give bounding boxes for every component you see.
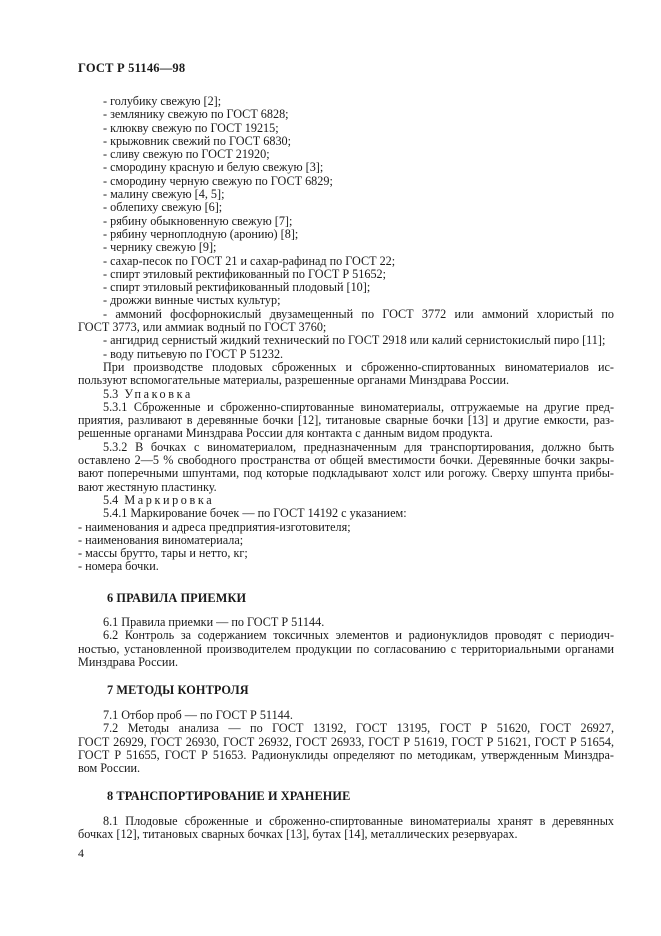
list-item: - воду питьевую по ГОСТ Р 51232. bbox=[103, 346, 284, 361]
paragraph-line: вом России. bbox=[78, 761, 141, 776]
list-item: - чернику свежую [9]; bbox=[103, 240, 217, 255]
paragraph-line: приятия, разливают в деревянные бочки [12], титановые сварные бочки [13] и другие емкости, раз- bbox=[78, 413, 614, 428]
paragraph-line: решенные органами Минздрава России для контакта с данным видом продукта. bbox=[78, 426, 493, 441]
list-item: - смородину черную свежую по ГОСТ 6829; bbox=[103, 173, 333, 188]
subsection-5-4-heading bbox=[78, 494, 614, 507]
page-number: 4 bbox=[78, 846, 84, 860]
list-item: - малину свежую [4, 5]; bbox=[103, 187, 225, 202]
section-7-body bbox=[78, 709, 614, 775]
subsection-title: Маркировка bbox=[124, 492, 215, 507]
list-item: - спирт этиловый ректификованный по ГОСТ Р 51652; bbox=[103, 266, 387, 281]
list-item: - дрожжи винные чистых культур; bbox=[103, 293, 281, 308]
subsection-number: 5.4 bbox=[103, 492, 119, 507]
paragraph-line: вают поперечными шпунтами, под которые подкладывают холст или рогожу. Сверху шпунта прибы- bbox=[78, 466, 614, 481]
subsection-5-3-heading bbox=[78, 388, 614, 401]
list-item-ammonium-line1: - аммоний фосфорнокислый двузамещенный по ГОСТ 3772 или аммоний хлористый по bbox=[103, 306, 614, 321]
paragraph-line: пользуют вспомогательные материалы, разрешенные органами Минздрава России. bbox=[78, 373, 510, 388]
paragraph-line: 7.1 Отбор проб — по ГОСТ Р 51144. bbox=[103, 708, 293, 722]
list-item: - облепиху свежую [6]; bbox=[103, 200, 223, 215]
paragraph-line: бочках [12], титановых сварных бочках [13], бутах [14], металлических резервуарах. bbox=[78, 827, 518, 842]
subsection-title: Упаковка bbox=[124, 386, 193, 401]
section-6-body bbox=[78, 616, 614, 669]
list-item: - сахар-песок по ГОСТ 21 и сахар-рафинад по ГОСТ 22; bbox=[103, 253, 396, 268]
list-item: - рябину обыкновенную свежую [7]; bbox=[103, 213, 293, 228]
list-item: - рябину черноплодную (аронию) [8]; bbox=[103, 226, 299, 241]
paragraph-line: вают жестяную пластинку. bbox=[78, 479, 217, 494]
paragraph-line: 6.2 Контроль за содержанием токсичных элементов и радионуклидов проводят с периодич- bbox=[103, 628, 614, 643]
raw-materials-list bbox=[78, 95, 614, 574]
paragraph-line: 6.1 Правила приемки — по ГОСТ Р 51144. bbox=[103, 615, 325, 629]
paragraph-line: ГОСТ Р 51655, ГОСТ Р 51653. Радионуклиды определяют по методикам, утвержденным Минздра- bbox=[78, 747, 614, 762]
paragraph-line: ГОСТ 26929, ГОСТ 26930, ГОСТ 26932, ГОСТ 26933, ГОСТ Р 51619, ГОСТ Р 51621, ГОСТ Р 51654, bbox=[78, 734, 614, 749]
list-item: - массы брутто, тары и нетто, кг; bbox=[78, 546, 248, 561]
list-item: - сливу свежую по ГОСТ 21920; bbox=[103, 147, 270, 162]
paragraph-line: 5.3.2 В бочках с виноматериалом, предназначенным для транспортирования, должно быть bbox=[103, 439, 614, 454]
subsection-number: 5.3 bbox=[103, 386, 119, 401]
list-item: - спирт этиловый ректификованный плодовый [10]; bbox=[103, 280, 371, 295]
paragraph-line: При производстве плодовых сброженных и сброженно-спиртованных виноматериалов ис- bbox=[103, 359, 614, 374]
paragraph-line: Минздрава России. bbox=[78, 654, 179, 669]
section-8-heading: 8 ТРАНСПОРТИРОВАНИЕ И ХРАНЕНИЕ bbox=[107, 789, 351, 803]
document-header: ГОСТ Р 51146—98 bbox=[78, 61, 186, 75]
list-item: - клюкву свежую по ГОСТ 19215; bbox=[103, 120, 279, 135]
list-item: - смородину красную и белую свежую [3]; bbox=[103, 160, 324, 175]
paragraph-line: ностью, установленной производителем продукции по согласованию с территориальными органами bbox=[78, 641, 614, 656]
section-7-heading: 7 МЕТОДЫ КОНТРОЛЯ bbox=[107, 683, 249, 697]
list-item: - наименования виноматериала; bbox=[78, 532, 244, 547]
paragraph-line: 8.1 Плодовые сброженные и сброженно-спиртованные виноматериалы хранят в деревянных bbox=[103, 814, 614, 828]
paragraph-line: 5.4.1 Маркирование бочек — по ГОСТ 14192 с указанием: bbox=[103, 506, 407, 521]
list-item: - наименования и адреса предприятия-изготовителя; bbox=[78, 519, 351, 534]
list-item-ammonium-line2: ГОСТ 3773, или аммиак водный по ГОСТ 3760; bbox=[78, 320, 327, 335]
paragraph-line: 5.3.1 Сброженные и сброженно-спиртованные виноматериалы, отгружаемые на другие пред- bbox=[103, 399, 614, 414]
list-item: - крыжовник свежий по ГОСТ 6830; bbox=[103, 133, 292, 148]
paragraph-line: оставлено 2—5 % свободного пространства от общей вместимости бочки. Деревянные бочки закры- bbox=[78, 453, 614, 468]
section-8-body bbox=[78, 815, 614, 842]
list-item: - номера бочки. bbox=[78, 559, 159, 574]
paragraph-line: 7.2 Методы анализа — по ГОСТ 13192, ГОСТ 13195, ГОСТ Р 51620, ГОСТ 26927, bbox=[103, 721, 614, 736]
list-item: - землянику свежую по ГОСТ 6828; bbox=[103, 107, 289, 122]
list-item: - ангидрид сернистый жидкий технический по ГОСТ 2918 или калий сернистокислый пиро [11]; bbox=[103, 333, 606, 348]
section-6-heading: 6 ПРАВИЛА ПРИЕМКИ bbox=[107, 591, 247, 605]
list-item: - голубику свежую [2]; bbox=[103, 94, 222, 108]
